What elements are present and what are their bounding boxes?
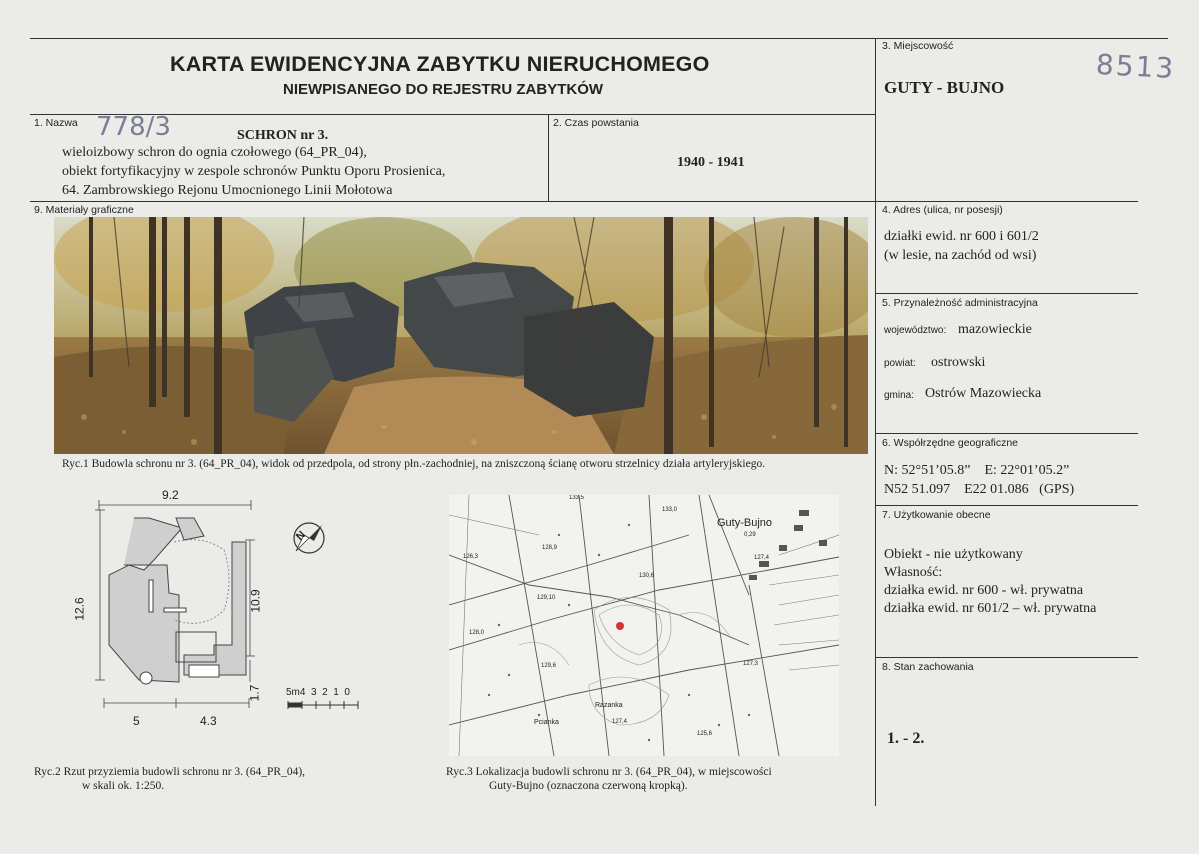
bunker-photo	[54, 217, 868, 454]
commune-label: gmina:	[884, 390, 915, 401]
vertical-divider	[875, 38, 876, 806]
field7-label: 7. Użytkowanie obecne	[882, 509, 991, 521]
card-subtitle: NIEWPISANEGO DO REJESTRU ZABYTKÓW	[283, 81, 604, 98]
object-name: SCHRON nr 3.	[237, 128, 329, 143]
scale-bar-label: 5m4 3 2 1 0	[286, 687, 350, 698]
field2-label: 2. Czas powstania	[553, 117, 639, 129]
photo-forest-ruin-image	[54, 217, 868, 454]
dim-right-small: 1.7	[247, 684, 262, 702]
field9-label: 9. Materiały graficzne	[34, 204, 134, 216]
map-label: 133,5	[569, 495, 585, 501]
usage-line4: działka ewid. nr 601/2 – wł. prywatna	[884, 601, 1097, 616]
topographic-map-image	[449, 495, 839, 756]
condition-value: 1. - 2.	[887, 730, 925, 747]
north-arrow-label: N	[293, 528, 309, 544]
map-label: 129,6	[541, 663, 557, 669]
floor-plan	[64, 480, 394, 742]
right-divider-4	[876, 293, 1138, 294]
card-title: KARTA EWIDENCYJNA ZABYTKU NIERUCHOMEGO	[170, 52, 710, 76]
usage-line1: Obiekt - nie użytkowany	[884, 547, 1023, 562]
locality-value: GUTY - BUJNO	[884, 78, 1005, 97]
map-label: Razanka	[595, 702, 623, 709]
map-label: 125,6	[697, 731, 713, 737]
county-value: ostrowski	[931, 355, 986, 370]
usage-line2: Własność:	[884, 565, 943, 580]
construction-period: 1940 - 1941	[677, 155, 745, 170]
ryc2-caption-line1: Ryc.2 Rzut przyziemia budowli schronu nr 3. (64_PR_04),	[34, 766, 306, 778]
object-desc-line3: 64. Zambrowskiego Rejonu Umocnionego Linii Mołotowa	[62, 183, 393, 198]
field6-label: 6. Współrzędne geograficzne	[882, 437, 1018, 449]
object-desc-line2: obiekt fortyfikacyjny w zespole schronów Punktu Oporu Prosienica,	[62, 164, 446, 179]
handwritten-name-note: 778/3	[96, 112, 171, 142]
coordinates-line2: N52 51.097 E22 01.086 (GPS)	[884, 482, 1075, 497]
field3-label: 3. Miejscowość	[882, 40, 954, 52]
map-label: 127,4	[754, 555, 770, 561]
row-divider-2	[30, 201, 875, 202]
col-divider-name-date	[548, 114, 549, 201]
address-line1: działki ewid. nr 600 i 601/2	[884, 229, 1039, 244]
floor-plan-drawing	[64, 480, 394, 742]
address-line2: (w lesie, na zachód od wsi)	[884, 248, 1037, 263]
right-divider-7	[876, 657, 1138, 658]
location-map	[449, 495, 839, 756]
county-label: powiat:	[884, 358, 916, 369]
ryc2-caption-line2: w skali ok. 1:250.	[82, 780, 165, 792]
field5-label: 5. Przynależność administracyjna	[882, 297, 1038, 309]
usage-line3: działka ewid. nr 600 - wł. prywatna	[884, 583, 1084, 598]
map-label: 126,3	[463, 554, 479, 560]
handwritten-card-number: 8513	[1095, 47, 1177, 86]
map-label: 128,0	[469, 630, 485, 636]
right-divider-5	[876, 433, 1138, 434]
field1-label: 1. Nazwa	[34, 117, 78, 129]
dim-top: 9.2	[162, 488, 179, 502]
coordinates-line1: N: 52°51’05.8” E: 22°01’05.2”	[884, 463, 1070, 478]
dim-left: 12.6	[72, 597, 87, 621]
commune-value: Ostrów Mazowiecka	[925, 386, 1042, 401]
voivodeship-label: województwo:	[884, 325, 947, 336]
right-divider-6	[876, 505, 1138, 506]
dim-bottom-left: 5	[133, 714, 140, 728]
top-border	[30, 38, 1168, 39]
ryc3-caption-line2: Guty-Bujno (oznaczona czerwoną kropką).	[489, 780, 688, 792]
map-place-name: Guty-Bujno	[717, 517, 773, 529]
field4-label: 4. Adres (ulica, nr posesji)	[882, 204, 1003, 216]
map-label: 128,9	[542, 545, 558, 551]
right-divider-3	[876, 201, 1138, 202]
map-place-num: 0,29	[744, 532, 756, 538]
location-marker-red-dot	[616, 622, 624, 630]
map-label: 130,6	[639, 573, 655, 579]
map-label: Pcianka	[534, 719, 559, 726]
dim-right: 10.9	[248, 589, 263, 613]
ryc3-caption-line1: Ryc.3 Lokalizacja budowli schronu nr 3. (64_PR_04), w miejscowości	[446, 766, 772, 778]
ryc1-caption: Ryc.1 Budowla schronu nr 3. (64_PR_04), widok od przedpola, od strony płn.-zachodniej, na zniszczoną ścianę otworu strzelnicy działa artyleryjskiego.	[62, 458, 766, 470]
map-label: 129,10	[537, 595, 556, 601]
field8-label: 8. Stan zachowania	[882, 661, 974, 673]
object-desc-line1: wieloizbowy schron do ognia czołowego (64_PR_04),	[62, 145, 367, 160]
map-label: 133,0	[662, 507, 678, 513]
voivodeship-value: mazowieckie	[958, 322, 1032, 337]
map-label: 127,4	[612, 719, 628, 725]
dim-bottom-right: 4.3	[200, 714, 217, 728]
map-label: 127,3	[743, 661, 759, 667]
